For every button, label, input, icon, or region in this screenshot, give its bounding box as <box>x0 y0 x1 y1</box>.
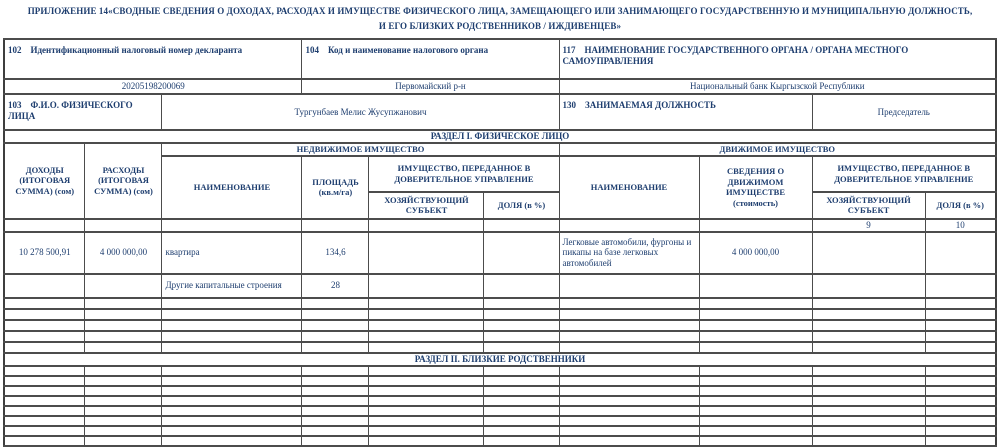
empty-cell <box>812 406 925 416</box>
income-total-cell: 10 278 500,91 <box>4 232 85 274</box>
empty-cell <box>4 416 85 426</box>
section1-row <box>4 130 996 143</box>
empty-cell <box>302 376 369 386</box>
empty-cell <box>162 416 302 426</box>
empty-cell <box>925 342 996 353</box>
empty-cell <box>925 331 996 342</box>
empty-cell <box>162 396 302 406</box>
empty-cell <box>559 366 699 376</box>
movable-value-cell: 4 000 000,00 <box>699 232 812 274</box>
empty-cell <box>4 426 85 436</box>
empty-cell <box>85 406 162 416</box>
empty-cell <box>369 219 484 232</box>
empty-cell <box>484 426 559 436</box>
empty-cell <box>559 331 699 342</box>
movable-band-header-cell: ДВИЖИМОЕ ИМУЩЕСТВО <box>559 143 996 156</box>
empty-cell <box>162 320 302 331</box>
empty-cell <box>559 386 699 396</box>
empty-cell <box>162 331 302 342</box>
gov-organ-value-cell: Национальный банк Кыргызской Республики <box>559 79 996 94</box>
field-103-label: Ф.И.О. ФИЗИЧЕСКОГО ЛИЦА <box>7 100 133 121</box>
empty-cell <box>812 396 925 406</box>
empty-row <box>4 436 996 446</box>
empty-cell <box>699 416 812 426</box>
empty-cell <box>162 406 302 416</box>
empty-cell <box>812 342 925 353</box>
immovable-band-header-cell: НЕДВИЖИМОЕ ИМУЩЕСТВО <box>162 143 559 156</box>
empty-cell <box>559 298 699 309</box>
empty-cell <box>302 320 369 331</box>
document-title <box>4 4 996 34</box>
empty-cell <box>925 274 996 298</box>
empty-cell <box>559 309 699 320</box>
empty-cell <box>699 274 812 298</box>
empty-cell <box>4 406 85 416</box>
empty-cell <box>369 386 484 396</box>
document-title-line2: И ЕГО БЛИЗКИХ РОДСТВЕННИКОВ / ИЖДИВЕНЦЕВ» <box>378 21 622 31</box>
empty-cell <box>369 436 484 446</box>
empty-cell <box>4 366 85 376</box>
section2-row <box>4 353 996 366</box>
empty-cell <box>699 298 812 309</box>
empty-cell <box>484 406 559 416</box>
empty-cell <box>484 396 559 406</box>
empty-row <box>4 331 996 342</box>
field-103-code: 103 <box>7 100 22 110</box>
empty-cell <box>302 406 369 416</box>
empty-cell <box>4 331 85 342</box>
empty-cell <box>302 396 369 406</box>
empty-cell <box>4 376 85 386</box>
empty-cell <box>302 426 369 436</box>
field-104-label: Код и наименование налогового органа <box>327 45 489 55</box>
empty-cell <box>812 366 925 376</box>
empty-cell <box>302 298 369 309</box>
empty-cell <box>369 331 484 342</box>
person-row <box>4 94 996 130</box>
empty-cell <box>925 406 996 416</box>
field-130-label: ЗАНИМАЕМАЯ ДОЛЖНОСТЬ <box>585 100 716 110</box>
field-117-code: 117 <box>562 45 576 55</box>
empty-cell <box>302 386 369 396</box>
empty-cell <box>85 298 162 309</box>
immovable-area-cell: 28 <box>302 274 369 298</box>
empty-cell <box>925 320 996 331</box>
empty-cell <box>559 376 699 386</box>
empty-cell <box>484 436 559 446</box>
empty-cell <box>162 219 302 232</box>
empty-cell <box>925 436 996 446</box>
movable-name-header-cell: НАИМЕНОВАНИЕ <box>559 156 699 219</box>
empty-cell <box>369 342 484 353</box>
empty-cell <box>484 298 559 309</box>
immovable-trust-header-cell: ИМУЩЕСТВО, ПЕРЕДАННОЕ В ДОВЕРИТЕЛЬНОЕ УПРАВЛЕНИЕ <box>369 156 559 192</box>
field-104-code: 104 <box>305 45 319 55</box>
field-104-tax-organ-label-cell <box>302 39 559 79</box>
empty-cell <box>369 274 484 298</box>
empty-row <box>4 309 996 320</box>
expenses-header-cell: РАСХОДЫ (ИТОГОВАЯ СУММА) (сом) <box>85 143 162 219</box>
position-value-cell: Председатель <box>812 94 996 130</box>
movable-entity-header-cell: ХОЗЯЙСТВУЮЩИЙ СУБЪЕКТ <box>812 192 925 219</box>
empty-cell <box>559 406 699 416</box>
empty-cell <box>162 386 302 396</box>
movable-name-cell: Легковые автомобили, фургоны и пикапы на базе легковых автомобилей <box>559 232 699 274</box>
empty-cell <box>559 342 699 353</box>
empty-cell <box>85 309 162 320</box>
empty-row <box>4 426 996 436</box>
empty-cell <box>699 366 812 376</box>
field-102-label: Идентификационный налоговый номер декларанта <box>30 45 243 55</box>
empty-cell <box>559 219 699 232</box>
empty-cell <box>4 298 85 309</box>
empty-cell <box>559 396 699 406</box>
field-103-person-label-cell <box>4 94 162 130</box>
empty-cell <box>85 342 162 353</box>
empty-cell <box>4 320 85 331</box>
empty-row <box>4 366 996 376</box>
empty-cell <box>369 396 484 406</box>
empty-cell <box>85 219 162 232</box>
empty-cell <box>699 396 812 406</box>
empty-cell <box>4 386 85 396</box>
empty-cell <box>812 416 925 426</box>
empty-cell <box>162 366 302 376</box>
tin-value-cell: 20205198200069 <box>4 79 302 94</box>
empty-cell <box>484 386 559 396</box>
empty-cell <box>699 342 812 353</box>
empty-cell <box>4 219 85 232</box>
empty-cell <box>925 298 996 309</box>
empty-cell <box>4 309 85 320</box>
empty-cell <box>4 436 85 446</box>
empty-cell <box>925 386 996 396</box>
field-117-label: НАИМЕНОВАНИЕ ГОСУДАРСТВЕННОГО ОРГАНА / ОРГАНА МЕСТНОГО САМОУПРАВЛЕНИЯ <box>562 45 909 66</box>
immovable-name-cell: Другие капитальные строения <box>162 274 302 298</box>
empty-cell <box>699 219 812 232</box>
empty-cell <box>484 416 559 426</box>
empty-cell <box>699 436 812 446</box>
empty-cell <box>484 320 559 331</box>
info-values-row <box>4 79 996 94</box>
empty-cell <box>162 436 302 446</box>
empty-cell <box>85 386 162 396</box>
empty-cell <box>369 298 484 309</box>
empty-cell <box>302 219 369 232</box>
empty-cell <box>85 320 162 331</box>
empty-cell <box>812 436 925 446</box>
empty-cell <box>812 320 925 331</box>
section1-title: РАЗДЕЛ I. ФИЗИЧЕСКОЕ ЛИЦО <box>4 130 996 143</box>
immovable-area-cell: 134,6 <box>302 232 369 274</box>
empty-cell <box>484 376 559 386</box>
section2-title: РАЗДЕЛ II. БЛИЗКИЕ РОДСТВЕННИКИ <box>4 353 996 366</box>
tax-organ-value-cell: Первомайский р-н <box>302 79 559 94</box>
field-102-tin-label-cell <box>4 39 302 79</box>
empty-cell <box>812 232 925 274</box>
empty-cell <box>369 366 484 376</box>
empty-cell <box>925 426 996 436</box>
empty-cell <box>85 436 162 446</box>
empty-cell <box>369 376 484 386</box>
empty-cell <box>925 376 996 386</box>
empty-cell <box>812 386 925 396</box>
empty-cell <box>925 416 996 426</box>
income-header-cell: ДОХОДЫ (ИТОГОВАЯ СУММА) (сом) <box>4 143 85 219</box>
empty-cell <box>302 416 369 426</box>
empty-cell <box>85 416 162 426</box>
empty-cell <box>162 309 302 320</box>
empty-cell <box>302 342 369 353</box>
empty-cell <box>369 416 484 426</box>
empty-row <box>4 396 996 406</box>
empty-cell <box>484 274 559 298</box>
empty-row <box>4 320 996 331</box>
empty-cell <box>85 274 162 298</box>
empty-cell <box>369 232 484 274</box>
empty-row <box>4 376 996 386</box>
empty-cell <box>85 366 162 376</box>
empty-cell <box>4 274 85 298</box>
empty-cell <box>302 366 369 376</box>
empty-cell <box>484 232 559 274</box>
empty-cell <box>699 320 812 331</box>
empty-cell <box>812 274 925 298</box>
empty-cell <box>369 426 484 436</box>
field-130-code: 130 <box>562 100 577 110</box>
empty-cell <box>4 342 85 353</box>
movable-info-header-cell: СВЕДЕНИЯ О ДВИЖИМОМ ИМУЩЕСТВЕ (стоимость) <box>699 156 812 219</box>
empty-cell <box>559 320 699 331</box>
data-row-1 <box>4 232 996 274</box>
empty-cell <box>812 376 925 386</box>
empty-cell <box>559 426 699 436</box>
empty-cell <box>484 342 559 353</box>
empty-row <box>4 342 996 353</box>
empty-cell <box>4 396 85 406</box>
column-numbers-row <box>4 219 996 232</box>
expenses-total-cell: 4 000 000,00 <box>85 232 162 274</box>
empty-cell <box>559 436 699 446</box>
empty-cell <box>925 396 996 406</box>
field-117-gov-organ-label-cell <box>559 39 996 79</box>
empty-cell <box>699 386 812 396</box>
column-number-9-cell: 9 <box>812 219 925 232</box>
empty-cell <box>369 406 484 416</box>
empty-row <box>4 386 996 396</box>
empty-cell <box>484 219 559 232</box>
empty-cell <box>369 309 484 320</box>
empty-cell <box>162 342 302 353</box>
empty-cell <box>699 309 812 320</box>
empty-cell <box>699 376 812 386</box>
empty-cell <box>302 436 369 446</box>
empty-cell <box>484 331 559 342</box>
movable-trust-header-cell: ИМУЩЕСТВО, ПЕРЕДАННОЕ В ДОВЕРИТЕЛЬНОЕ УПРАВЛЕНИЕ <box>812 156 996 192</box>
person-name-value-cell: Тургунбаев Мелис Жусупжанович <box>162 94 559 130</box>
immovable-name-header-cell: НАИМЕНОВАНИЕ <box>162 156 302 219</box>
empty-cell <box>85 396 162 406</box>
empty-cell <box>302 309 369 320</box>
declaration-table <box>3 38 997 447</box>
empty-cell <box>812 298 925 309</box>
empty-cell <box>484 309 559 320</box>
empty-cell <box>925 232 996 274</box>
immovable-share-header-cell: ДОЛЯ (в %) <box>484 192 559 219</box>
field-130-position-label-cell <box>559 94 812 130</box>
empty-cell <box>812 426 925 436</box>
column-number-10-cell: 10 <box>925 219 996 232</box>
empty-cell <box>925 309 996 320</box>
field-102-code: 102 <box>7 45 22 55</box>
property-band-row <box>4 143 996 156</box>
immovable-name-cell: квартира <box>162 232 302 274</box>
area-header-cell: ПЛОЩАДЬ (кв.м/га) <box>302 156 369 219</box>
empty-cell <box>369 320 484 331</box>
empty-cell <box>925 366 996 376</box>
empty-cell <box>812 331 925 342</box>
empty-cell <box>302 331 369 342</box>
immovable-entity-header-cell: ХОЗЯЙСТВУЮЩИЙ СУБЪЕКТ <box>369 192 484 219</box>
empty-row <box>4 406 996 416</box>
data-row-2 <box>4 274 996 298</box>
empty-cell <box>484 366 559 376</box>
empty-cell <box>162 376 302 386</box>
empty-cell <box>699 426 812 436</box>
empty-cell <box>85 426 162 436</box>
empty-cell <box>699 406 812 416</box>
empty-cell <box>85 376 162 386</box>
empty-row <box>4 416 996 426</box>
empty-cell <box>812 309 925 320</box>
document-title-line1: ПРИЛОЖЕНИЕ 14«СВОДНЫЕ СВЕДЕНИЯ О ДОХОДАХ, РАСХОДАХ И ИМУЩЕСТВЕ ФИЗИЧЕСКОГО ЛИЦА, ЗАМЕЩАЮЩЕГО ИЛИ ЗАНИМАЮЩЕГО ГОСУДАРСТВЕННУЮ И МУНИЦИПАЛЬНУЮ ДОЛЖНОСТЬ, <box>27 6 973 16</box>
empty-cell <box>85 331 162 342</box>
empty-cell <box>162 298 302 309</box>
empty-cell <box>559 416 699 426</box>
movable-share-header-cell: ДОЛЯ (в %) <box>925 192 996 219</box>
info-labels-row <box>4 39 996 79</box>
empty-cell <box>559 274 699 298</box>
empty-row <box>4 298 996 309</box>
empty-cell <box>699 331 812 342</box>
empty-cell <box>162 426 302 436</box>
